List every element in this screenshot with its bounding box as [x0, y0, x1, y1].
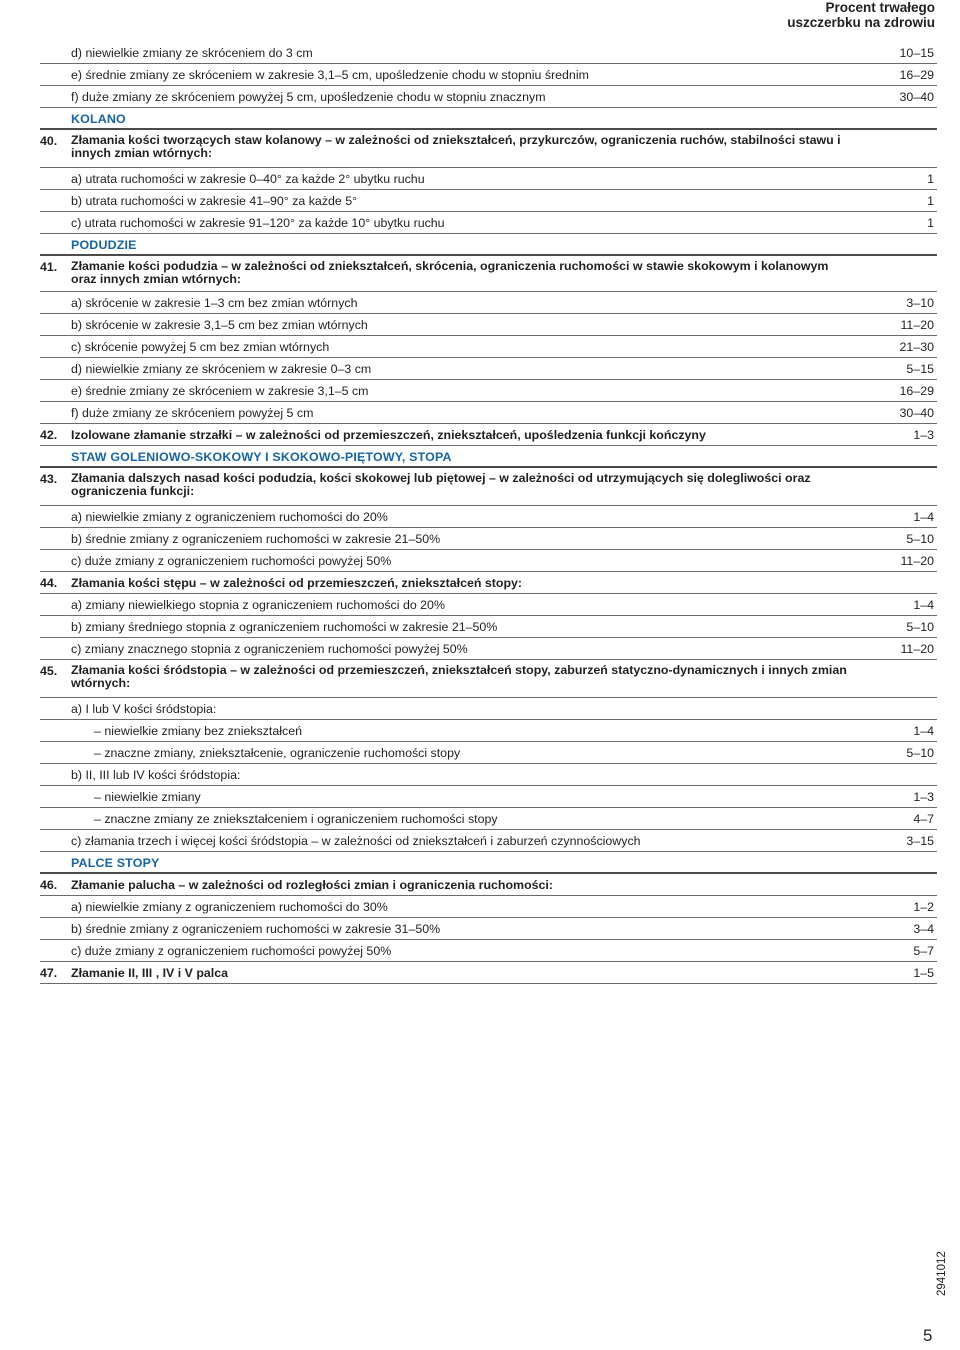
item-number: 43. [40, 472, 58, 486]
table-row [40, 336, 937, 358]
item-number: 45. [40, 664, 58, 678]
table-row [40, 786, 937, 808]
percent-value: 5–7 [913, 944, 934, 958]
item-description: Złamania kości tworzących staw kolanowy – w zależności od zniekształceń, przykurczów, ograniczenia ruchów, stabilności stawu i innych zmian wtórnych: [71, 133, 841, 160]
table-row [40, 616, 937, 638]
item-description: Złamania kości stępu – w zależności od przemieszczeń, zniekształceń stopy: [71, 576, 523, 590]
percent-value: 4–7 [913, 812, 934, 826]
percent-value: 21–30 [899, 340, 934, 354]
item-description: c) duże zmiany z ograniczeniem ruchomości powyżej 50% [71, 944, 392, 958]
item-description: Złamanie palucha – w zależności od rozległości zmian i ograniczenia ruchomości: [71, 878, 553, 892]
item-description: c) duże zmiany z ograniczeniem ruchomości powyżej 50% [71, 554, 392, 568]
table-row [40, 764, 937, 786]
header-line-2: uszczerbku na zdrowiu [787, 15, 935, 30]
item-description: b) skrócenie w zakresie 3,1–5 cm bez zmian wtórnych [71, 318, 368, 332]
section-heading [40, 446, 937, 468]
table-row [40, 380, 937, 402]
percent-value: 1–3 [913, 790, 934, 804]
table-row [40, 550, 937, 572]
item-description: d) niewielkie zmiany ze skróceniem w zakresie 0–3 cm [71, 362, 372, 376]
percent-value: 5–10 [906, 746, 934, 760]
percent-value: 11–20 [900, 642, 934, 656]
table-row [40, 698, 937, 720]
section-title: PALCE STOPY [71, 856, 160, 870]
item-description: b) II, III lub IV kości śródstopia: [71, 768, 241, 782]
section-title: PODUDZIE [71, 238, 137, 252]
item-description: c) utrata ruchomości w zakresie 91–120° za każde 10° ubytku ruchu [71, 216, 445, 230]
table-row [40, 42, 937, 64]
table-row [40, 468, 937, 506]
percent-value: 1 [927, 172, 934, 186]
table-row [40, 720, 937, 742]
percent-value: 11–20 [900, 554, 934, 568]
percent-value: 1 [927, 216, 934, 230]
table-row [40, 168, 937, 190]
item-description: a) skrócenie w zakresie 1–3 cm bez zmian wtórnych [71, 296, 358, 310]
item-description: b) średnie zmiany z ograniczeniem ruchomości w zakresie 21–50% [71, 532, 441, 546]
percent-value: 1 [927, 194, 934, 208]
percent-value: 30–40 [899, 406, 934, 420]
percent-value: 1–4 [913, 510, 934, 524]
table-row [40, 594, 937, 616]
section-heading [40, 852, 937, 874]
percent-value: 16–29 [899, 68, 934, 82]
percent-value: 1–5 [913, 966, 934, 980]
percent-value: 16–29 [899, 384, 934, 398]
percent-value: 3–15 [906, 834, 934, 848]
percent-value: 10–15 [899, 46, 934, 60]
section-title: STAW GOLENIOWO-SKOKOWY I SKOKOWO-PIĘTOWY, STOPA [71, 450, 452, 464]
table-row [40, 528, 937, 550]
table-header [787, 0, 935, 30]
item-description: Izolowane złamanie strzałki – w zależności od przemieszczeń, zniekształceń, upośledzenia funkcji kończyny [71, 428, 706, 442]
item-description: d) niewielkie zmiany ze skróceniem do 3 cm [71, 46, 313, 60]
table-row [40, 918, 937, 940]
table-row [40, 660, 937, 698]
table-row [40, 874, 937, 896]
item-number: 40. [40, 134, 58, 148]
item-description: b) średnie zmiany z ograniczeniem ruchomości w zakresie 31–50% [71, 922, 441, 936]
table-row [40, 86, 937, 108]
table-row [40, 424, 937, 446]
section-heading [40, 234, 937, 256]
document-code: 2941012 [936, 1251, 948, 1296]
table-row [40, 64, 937, 86]
item-description: – znaczne zmiany, zniekształcenie, ograniczenie ruchomości stopy [94, 746, 461, 760]
item-description: a) utrata ruchomości w zakresie 0–40° za każde 2° ubytku ruchu [71, 172, 425, 186]
table-row [40, 830, 937, 852]
header-line-1: Procent trwałego [825, 0, 935, 15]
table-row [40, 572, 937, 594]
item-description: Złamania kości śródstopia – w zależności od przemieszczeń, zniekształceń stopy, zaburzeń statyczno-dynamicznych i innych zmian wtórnych: [71, 663, 847, 690]
item-description: – niewielkie zmiany bez zniekształceń [94, 724, 302, 738]
table-row [40, 638, 937, 660]
table-row [40, 742, 937, 764]
percent-value: 1–2 [913, 900, 934, 914]
percent-value: 3–4 [913, 922, 934, 936]
percent-value: 11–20 [900, 318, 934, 332]
percent-value: 5–15 [906, 362, 934, 376]
item-description: b) zmiany średniego stopnia z ograniczeniem ruchomości w zakresie 21–50% [71, 620, 498, 634]
table-row [40, 314, 937, 336]
item-description: a) zmiany niewielkiego stopnia z ograniczeniem ruchomości do 20% [71, 598, 445, 612]
percent-value: 5–10 [906, 532, 934, 546]
item-description: Złamanie II, III , IV i V palca [71, 966, 229, 980]
item-description: f) duże zmiany ze skróceniem powyżej 5 cm, upośledzenie chodu w stopniu znacznym [71, 90, 546, 104]
percent-value: 30–40 [899, 90, 934, 104]
item-number: 41. [40, 260, 58, 274]
table-row [40, 506, 937, 528]
percent-value: 1–4 [913, 598, 934, 612]
item-number: 42. [40, 428, 58, 442]
item-description: b) utrata ruchomości w zakresie 41–90° za każde 5° [71, 194, 358, 208]
table-row [40, 190, 937, 212]
percent-value: 1–4 [913, 724, 934, 738]
table-row [40, 358, 937, 380]
table-row [40, 896, 937, 918]
percent-value: 5–10 [906, 620, 934, 634]
item-description: e) średnie zmiany ze skróceniem w zakresie 3,1–5 cm [71, 384, 369, 398]
item-description: Złamanie kości podudzia – w zależności od zniekształceń, skrócenia, ograniczenia ruchomości w stawie skokowym i kolanowym oraz innych zmian wtórnych: [71, 259, 829, 286]
item-description: c) zmiany znacznego stopnia z ograniczeniem ruchomości powyżej 50% [71, 642, 468, 656]
table-row [40, 962, 937, 984]
item-number: 47. [40, 966, 58, 980]
item-description: Złamania dalszych nasad kości podudzia, kości skokowej lub piętowej – w zależności od utrzymujących się dolegliwości oraz ograniczenia funkcji: [71, 471, 811, 498]
table-row [40, 402, 937, 424]
table-row [40, 130, 937, 168]
item-description: – niewielkie zmiany [94, 790, 201, 804]
item-description: a) I lub V kości śródstopia: [71, 702, 217, 716]
section-heading [40, 108, 937, 130]
item-number: 46. [40, 878, 58, 892]
percent-value: 3–10 [906, 296, 934, 310]
item-description: – znaczne zmiany ze zniekształceniem i ograniczeniem ruchomości stopy [94, 812, 498, 826]
table-row [40, 256, 937, 292]
percent-value: 1–3 [913, 428, 934, 442]
item-number: 44. [40, 576, 58, 590]
table-row [40, 808, 937, 830]
section-title: KOLANO [71, 112, 126, 126]
page-number: 5 [923, 1326, 933, 1345]
item-description: a) niewielkie zmiany z ograniczeniem ruchomości do 20% [71, 510, 388, 524]
item-description: f) duże zmiany ze skróceniem powyżej 5 cm [71, 406, 314, 420]
item-description: a) niewielkie zmiany z ograniczeniem ruchomości do 30% [71, 900, 388, 914]
table-row [40, 292, 937, 314]
table-row [40, 940, 937, 962]
item-description: c) skrócenie powyżej 5 cm bez zmian wtórnych [71, 340, 330, 354]
item-description: c) złamania trzech i więcej kości śródstopia – w zależności od zniekształceń i zaburzeń czynnościowych [71, 834, 641, 848]
table-row [40, 212, 937, 234]
item-description: e) średnie zmiany ze skróceniem w zakresie 3,1–5 cm, upośledzenie chodu w stopniu średnim [71, 68, 589, 82]
